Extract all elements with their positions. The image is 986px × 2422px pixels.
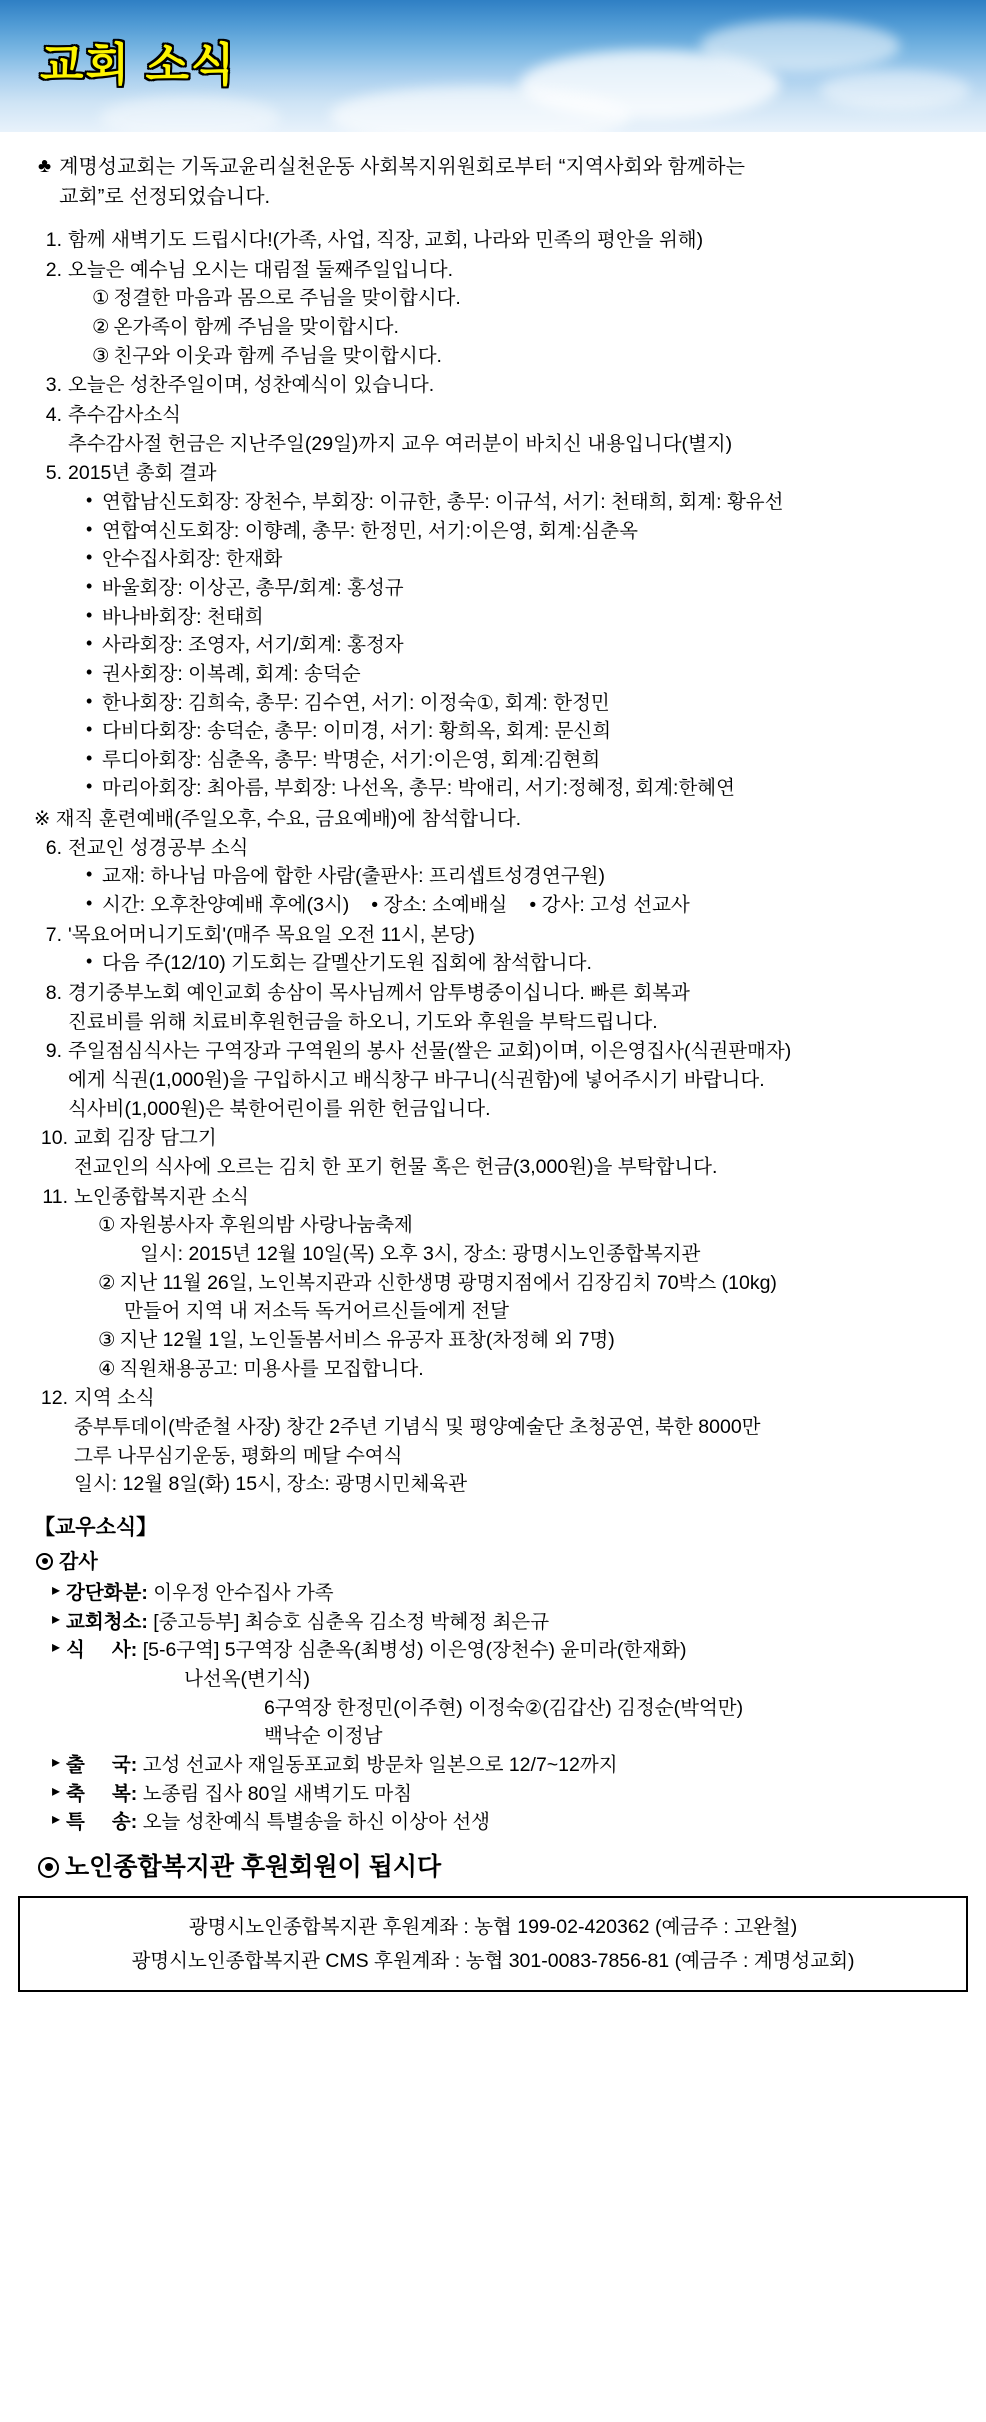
item-body [68,256,952,371]
closing-appeal [38,1849,952,1886]
list-item: • 마리아회장: 최아름, 부회장: 나선옥, 총무: 박애리, 서기:정혜정, 회계:한혜연 [86,774,952,803]
bullseye-icon [38,1857,59,1878]
lead-line-2: 교회”로 선정되었습니다. [59,186,271,208]
item-number: 11. [42,1185,68,1208]
bible-study-details [68,862,952,919]
item-text: 오늘은 성찬주일이며, 성찬예식이 있습니다. [68,374,435,397]
item-number: 2. [45,258,62,281]
list-item: • 안수집사회장: 한재화 [86,545,952,574]
lead-paragraph [38,152,952,212]
item-body [74,1124,952,1181]
list-item [34,921,952,978]
lead-text [59,152,745,212]
item-text: 함께 새벽기도 드립시다!(가족, 사업, 직장, 교회, 나라와 민족의 평안을 위해) [68,229,704,251]
circled-number-icon: ② [98,1271,116,1294]
study-teacher: • 강사: 고성 선교사 [529,894,690,917]
sub-item [98,1269,952,1326]
item-text: 2015년 총회 결과 [68,462,217,485]
item-number: 3. [45,374,62,397]
sub-item [92,342,952,371]
sub-item [92,284,952,313]
cloud-decor-icon [820,70,970,110]
account-line: 광명시노인종합복지관 CMS 후원계좌 : 농협 301-0083-7856-81 (예금주 : 계명성교회) [131,1949,855,1972]
officer-list [68,488,952,803]
row-value-text: [중고등부] 최승호 심춘옥 김소정 박혜정 최은규 [153,1610,550,1633]
item-line: 식사비(1,000원)은 북한어린이를 위한 헌금입니다. [68,1097,491,1120]
list-item: • 바나바회장: 천태희 [86,603,952,632]
row-label: 강단화분: [66,1582,148,1605]
list-item [52,1579,952,1608]
arrow-icon: ▸ [52,1782,61,1800]
item-body [68,1037,952,1123]
list-item: • 한나회장: 김희숙, 총무: 김수연, 서기: 이정숙①, 회계: 한정민 [86,689,952,718]
account-line: 광명시노인종합복지관 후원계좌 : 농협 199-02-420362 (예금주 : 고완철) [188,1915,798,1938]
list-item: • 교재: 하나님 마음에 합한 사람(출판사: 프리셉트성경연구원) [86,862,952,891]
sub-item-text: 자원봉사자 후원의밤 사랑나눔축제 [119,1214,413,1237]
row-value-text: 오늘 성찬예식 특별송을 하신 이상아 선생 [142,1811,491,1834]
item-text: 교회 김장 담그기 [74,1127,217,1150]
list-item [34,459,952,803]
list-item [34,1384,952,1499]
sub-item-detail: 일시: 2015년 12월 10일(목) 오후 3시, 장소: 광명시노인종합복지관 [140,1242,701,1265]
row-value-text: 고성 선교사 재일동포교회 방문차 일본으로 12/7~12까지 [142,1754,618,1777]
circled-number-icon: ④ [98,1357,116,1380]
sub-item-detail: 만들어 지역 내 저소득 독거어르신들에게 전달 [124,1300,509,1323]
list-item: • 다음 주(12/10) 기도회는 갈멜산기도원 집회에 참석합니다. [86,949,952,978]
item-number: 8. [45,982,62,1005]
item-body [74,1183,952,1384]
list-item [52,1780,952,1809]
row-value [148,1608,952,1637]
item-text: 주일점심식사는 구역장과 구역원의 봉사 선물(쌀은 교회)이며, 이은영집사(식권판매자) [68,1040,792,1063]
row-value-text: [5-6구역] 5구역장 심춘옥(최병성) 이은영(장천수) 윤미라(한재화) [142,1639,687,1662]
list-item: • 연합여신도회장: 이향례, 총무: 한정민, 서기:이은영, 회계:심춘옥 [86,517,952,546]
item-body [68,401,952,458]
bullseye-icon [36,1553,53,1570]
sub-item-text: 정결한 마음과 몸으로 주님을 맞이합시다. [113,287,461,310]
item-body [68,921,952,978]
circled-number-icon: ③ [98,1328,116,1351]
row-value [137,1751,952,1780]
item-text: '목요어머니기도회'(매주 목요일 오전 11시, 본당) [68,923,475,946]
sub-item-text: 직원채용공고: 미용사를 모집합니다. [119,1357,424,1380]
item-number: 4. [45,403,62,426]
row-value [148,1579,952,1608]
sub-item [98,1355,952,1384]
row-label: 교회청소: [66,1610,148,1633]
item-text: 추수감사소식 [68,403,182,426]
row-label: 특 송: [66,1811,138,1834]
list-item: • 루디아회장: 심춘옥, 총무: 박명순, 서기:이은영, 회계:김현희 [86,746,952,775]
item-text: 오늘은 예수님 오시는 대림절 둘째주일입니다. [68,258,453,281]
page-title: 교회 소식 [40,39,237,90]
sub-item [98,1326,952,1355]
item-text: 노인종합복지관 소식 [74,1185,249,1208]
item-line: 전교인의 식사에 오르는 김치 한 포기 헌물 혹은 헌금(3,000원)을 부탁합니다. [74,1156,718,1178]
list-item [34,256,952,371]
donation-account-box [18,1896,968,1992]
item-body [68,834,952,920]
item-text: 전교인 성경공부 소식 [68,836,249,859]
sub-item-text: 지난 12월 1일, 노인돌봄서비스 유공자 표창(차정혜 외 7명) [119,1328,615,1351]
closing-text: 노인종합복지관 후원회원이 됩시다 [65,1853,442,1882]
study-place: • 장소: 소예배실 [371,894,508,917]
arrow-icon: ▸ [52,1811,61,1829]
item-body [74,1384,952,1499]
item-text: 지역 소식 [74,1387,155,1410]
item-number: 10. [40,1127,68,1150]
sub-item-text: 온가족이 함께 주님을 맞이합시다. [113,315,399,338]
item-line: 일시: 12월 8일(화) 15시, 장소: 광명시민체육관 [74,1473,468,1496]
circled-number-icon: ② [92,315,110,338]
lead-line-1: 계명성교회는 기독교윤리실천운동 사회복지위원회로부터 “지역사회와 함께하는 [59,156,745,178]
item-text: 경기중부노회 예인교회 송삼이 목사님께서 암투병중이십니다. 빠른 회복과 [68,982,690,1005]
arrow-icon: ▸ [52,1639,61,1657]
circled-number-icon: ① [92,287,110,310]
item-line: 중부투데이(박준철 사장) 창간 2주년 기념식 및 평양예술단 초청공연, 북한 8000만 [74,1415,761,1438]
list-item: • 연합남신도회장: 장천수, 부회장: 이규한, 총무: 이규석, 서기: 천태희, 회계: 황유선 [86,488,952,517]
sub-item [98,1211,952,1268]
list-item [52,1608,952,1637]
cloud-decor-icon [700,20,900,72]
training-service-note: ※ 재직 훈련예배(주일오후, 수요, 금요예배)에 참석합니다. [34,808,522,831]
arrow-icon: ▸ [52,1610,61,1628]
item-body [68,979,952,1036]
list-item [86,891,952,920]
row-value-text: 이우정 안수집사 가족 [153,1582,334,1605]
sub-item-text: 지난 11월 26일, 노인복지관과 신한생명 광명지점에서 김장김치 70박스 (10kg) [119,1271,777,1294]
list-item: • 다비다회장: 송덕순, 총무: 이미경, 서기: 황희옥, 회계: 문신희 [86,717,952,746]
item-line: 추수감사절 헌금은 지난주일(29일)까지 교우 여러분이 바치신 내용입니다(별지) [68,432,733,455]
header-banner [0,0,986,132]
cloud-decor-icon [100,96,280,132]
list-item [52,1636,952,1665]
thanks-subtitle: 감사 [59,1550,98,1573]
announcement-list-continued [34,834,952,1499]
sub-item-text: 친구와 이웃과 함께 주님을 맞이합시다. [113,344,442,367]
row-value-continued: 나선옥(변기식) [184,1668,311,1691]
list-item [52,1808,952,1837]
item-number: 12. [40,1387,68,1410]
item-number: 7. [45,923,62,946]
row-value-continued: 백낙순 이정남 [264,1725,383,1748]
thanks-subtitle-row [36,1548,952,1577]
circled-number-icon: ① [98,1214,116,1237]
list-item: • 바울회장: 이상곤, 총무/회계: 홍성규 [86,574,952,603]
study-time: 시간: 오후찬양예배 후에(3시) [102,894,350,917]
list-item [34,371,952,400]
item-line: 에게 식권(1,000원)을 구입하시고 배식창구 바구니(식권함)에 넣어주시기 바랍니다. [68,1069,765,1092]
bulletin-content [0,132,986,1886]
list-item [34,1183,952,1384]
members-news-title: 【교우소식】 [34,1515,158,1539]
list-item [34,401,952,458]
item-number: 6. [45,836,62,859]
item-number: 9. [45,1040,62,1063]
row-label: 축 복: [66,1782,138,1805]
sub-item [92,313,952,342]
announcement-list [34,226,952,803]
item-body [68,459,952,803]
list-item [34,226,952,255]
item-number: 1. [45,229,62,251]
item-line: 진료비를 위해 치료비후원헌금을 하오니, 기도와 후원을 부탁드립니다. [68,1010,658,1033]
row-value [137,1808,952,1837]
row-value-continued: 6구역장 한정민(이주현) 이정숙②(김갑산) 김정순(박억만) [264,1696,744,1719]
arrow-icon: ▸ [52,1754,61,1772]
row-label: 식 사: [66,1639,138,1662]
row-value [137,1780,952,1809]
list-item [34,1037,952,1123]
list-item [34,1124,952,1181]
list-item [52,1751,952,1780]
list-item [34,834,952,920]
row-value [137,1636,952,1665]
arrow-icon: ▸ [52,1582,61,1600]
circled-number-icon: ③ [92,344,110,367]
item-line: 그루 나무심기운동, 평화의 메달 수여식 [74,1444,403,1467]
prayer-meeting-details [68,949,952,978]
item-number: 5. [45,462,62,485]
clover-icon: ♣ [38,155,52,177]
row-label: 출 국: [66,1754,138,1777]
list-item [34,979,952,1036]
row-value-text: 노종림 집사 80일 새벽기도 마침 [142,1782,413,1805]
list-item: • 권사회장: 이복례, 회계: 송덕순 [86,660,952,689]
list-item: • 사라회장: 조영자, 서기/회계: 홍정자 [86,631,952,660]
